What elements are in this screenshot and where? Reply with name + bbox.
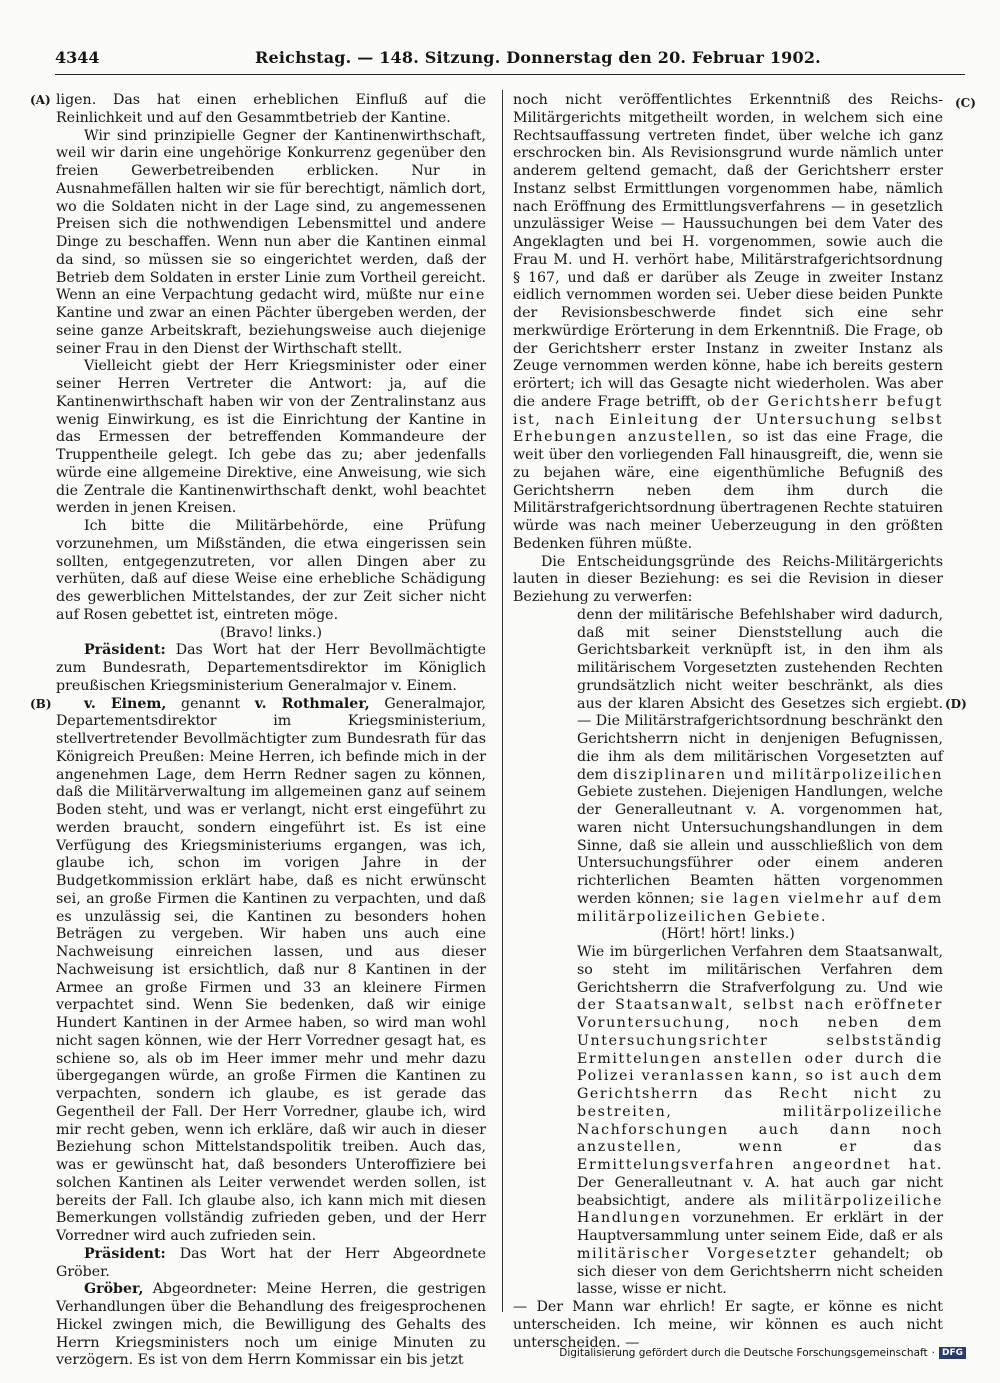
margin-mark-c: (C) [955,96,976,110]
paragraph: Präsident: Das Wort hat der Herr Bevollmächtigte zum Bundesrath, Departementsdirektor im Königlich preußischen Kriegsministerium Generalmajor v. Einem. [56,642,486,694]
speaker-name: Gröber, [84,1281,144,1298]
paragraph: Ich bitte die Militärbehörde, eine Prüfung vorzunehmen, um Mißständen, die etwa eingerissen sein sollten, entgegenzutreten, vor allen Dingen aber zu verhüten, daß auf diese Weise eine erhebliche Schädigung des gewerblichen Mittelstandes, der zur Zeit sicher nicht auf Rosen gebettet ist, eintreten möge. [56,518,486,623]
paragraph: Die Entscheidungsgründe des Reichs-Militärgerichts lauten in dieser Beziehung: es sei die Revision in dieser Beziehung zu verwerfen: [513,553,943,605]
emphasis: der Gerichtsherr befugt ist, nach Einleitung der Untersuchung selbst Erhebungen anzustellen, [513,393,943,446]
speaker-name: v. Rothmaler, [254,695,370,712]
interjection: (Bravo! links.) [219,624,323,641]
interjection: (Hört! hört! links.) [661,926,795,943]
paragraph: ligen. Das hat einen erheblichen Einfluß auf die Reinlichkeit und auf den Gesammtbetrieb der Kantine. [56,92,486,126]
emphasis: militärpolizeiliche Handlungen [577,1192,943,1227]
paragraph: Gröber, Abgeordneter: Meine Herren, die gestrigen Verhandlungen über die Behandlung des freigesprochenen Hickel zwingen mich, die Bewilligung des Gehalts des Herrn Kriegsministers noch um einige Minuten zu verzögern. Es ist von dem Herrn Kommissar ein bis jetzt [56,1281,486,1369]
footer-credit: Digitalisierung gefördert durch die Deutsche Forschungsgemeinschaft · DFG [559,1347,966,1359]
emphasis: militärischer Vorgesetzter [577,1245,818,1262]
block-quote: denn der militärische Befehlshaber wird dadurch, daß mit seiner Dienststellung auch die Gerichtsbarkeit verknüpft ist, in den ihm als militärischem Vorgesetzten zustehenden Rechten grundsätzlich nicht weiter beschränkt, als dies aus der klaren Absicht des Gesetzes sich ergiebt. — Die Militärstrafgerichtsordnung beschränkt den Gerichtsherrn nicht in denjenigen Befugnissen, die ihm als dem militärischen Vorgesetzten auf dem disziplinaren und militärpolizeilichen Gebiete zustehen. Diejenigen Handlungen, welche der Generalleutnant v. A. vorgenommen hat, waren nicht Untersuchungshandlungen in dem Sinne, daß sie allein und ausschließlich von dem Untersuchungsführer oder einem anderen richterlichen Beamten hätten vorgenommen werden können; sie lagen vielmehr auf dem militärpolizeilichen Gebiete. [577,606,943,925]
block-quote: Wie im bürgerlichen Verfahren dem Staatsanwalt, so steht im militärischen Verfahren dem Gerichtsherrn die Strafverfolgung zu. Und wie der Staatsanwalt, selbst nach eröffneter Voruntersuchung, noch neben dem Untersuchungsrichter selbstständig Ermittelungen anstellen oder durch die Polizei veranlassen kann, so ist auch dem Gerichtsherrn das Recht nicht zu bestreiten, militärpolizeiliche Nachforschungen auch dann noch anzustellen, wenn er das Ermittelungsverfahren angeordnet hat. Der Generalleutnant v. A. hat auch gar nicht beabsichtigt, andere als militärpolizeiliche Handlungen vorzunehmen. Er erklärt in der Hauptversammlung unter seinem Eide, daß er als militärischer Vorgesetzter gehandelt; ob sich dieser von dem Gerichtsherrn nicht scheiden lasse, wisse er nicht. [577,944,943,1298]
margin-mark-b: (B) [30,697,52,711]
paragraph: noch nicht veröffentlichtes Erkenntniß des Reichs-Militärgerichts mitgetheilt worden, in welchem sich eine Rechtsauffassung vertreten findet, über welche ich ganz erschrocken bin. Als Revisionsgrund wurde nämlich unter anderem geltend gemacht, daß der Gerichtsherr erster Instanz selbst Ermittlungen vorgenommen habe, nämlich nach Eröffnung des Ermittlungsverfahrens — in gesetzlich unzulässiger Weise — Haussuchungen bei dem Vater des Angeklagten und bei H. vorgenommen, sowie auch die Frau M. und H. verhört habe, Militärstrafgerichtsordnung § 167, und daß er darüber als Zeuge in zweiter Instanz eidlich vernommen worden sei. Ueber diese beiden Punkte der Revisionsbeschwerde findet sich eine sehr merkwürdige Erörterung in dem Erkenntniß. Die Frage, ob der Gerichtsherr erster Instanz in zweiter Instanz als Zeuge vernommen werden könne, habe ich bereits gestern erörtert; ich will das Gesagte nicht wiederholen. Was aber die andere Frage betrifft, ob der Gerichtsherr befugt ist, nach Einleitung der Untersuchung selbst Erhebungen anzustellen, so ist das eine Frage, die weit über den vorliegenden Fall hinausgreift, die, wenn sie zu bejahen wäre, eine eigenthümliche Befugniß des Gerichtsherrn neben dem ihm durch die Militärstrafgerichtsordnung übertragenen Rechte statuiren würde was nach meiner Ueberzeugung in den größten Bedenken führen müßte. [513,92,943,552]
paragraph: Vielleicht giebt der Herr Kriegsminister oder einer seiner Herren Vertreter die Antwort: ja, auf die Kantinenwirthschaft haben wir von der Zentralinstanz aus wenig Einwirkung, es ist die Einrichtung der Kantine in das Ermessen der betreffenden Kommandeure der Truppentheile gelegt. Ich gebe das zu; aber jedenfalls würde eine allgemeine Direktive, eine Anweisung, wie sich die Zentrale die Kantinenwirthschaft denkt, wohl beachtet werden in jenen Kreisen. [56,358,486,517]
paragraph: Wir sind prinzipielle Gegner der Kantinenwirthschaft, weil wir darin eine ungehörige Konkurrenz gegenüber den freien Gewerbetreibenden erblicken. Nur in Ausnahmefällen halten wir sie für berechtigt, nämlich dort, wo die Soldaten nicht in der Lage sind, zu angemessenen Preisen sich die nothwendigen Lebensmittel und andere Dinge zu beschaffen. Wenn nun aber die Kantinen einmal da sind, so müssen sie so eingerichtet werden, daß der Betrieb dem Soldaten in erster Linie zum Vortheil gereicht. Wenn an eine Verpachtung gedacht wird, müßte nur eine Kantine und zwar an einen Pächter übergeben werden, der seine ganze Arbeitskraft, beziehungsweise auch diejenige seiner Frau in den Dienst der Wirthschaft stellt. [56,127,486,357]
emphasis: disziplinaren und militärpolizeilichen [612,766,943,783]
paragraph: — Der Mann war ehrlich! Er sagte, er könne es nicht unterscheiden. Ich meine, wir können es auch nicht unterscheiden. — [513,1299,943,1351]
emphasis: der Staatsanwalt, selbst nach eröffneter Voruntersuchung, noch neben dem Untersuchungsrichter selbstständig Ermittelungen anstellen oder durch die Polizei veranlassen kann, so ist auch dem Gerichtsherrn das Recht nicht zu bestreiten, militärpolizeiliche Nachforschungen auch dann noch anzustellen, wenn er das Ermittelungsverfahren angeordnet hat. [577,997,943,1173]
emphasis: eine [449,287,486,304]
margin-mark-a: (A) [30,93,51,107]
footer-text: Digitalisierung gefördert durch die Deutsche Forschungsgemeinschaft [559,1347,928,1359]
column-divider [502,90,503,1312]
margin-mark-d: (D) [945,697,967,711]
speaker-name: Präsident: [84,642,166,659]
running-title: Reichstag. — 148. Sitzung. Donnerstag den 20. Februar 1902. [255,48,821,67]
paragraph: Präsident: Das Wort hat der Herr Abgeordnete Gröber. [56,1245,486,1280]
dfg-logo: DFG [939,1347,966,1359]
speaker-name: Präsident: [84,1245,166,1262]
right-column [513,92,943,1352]
paragraph: v. Einem, genannt v. Rothmaler, Generalmajor, Departementsdirektor im Kriegsministerium, stellvertretender Bevollmächtigter zum Bundesrath für das Königreich Preußen: Meine Herren, ich befinde mich in der angenehmen Lage, dem Herrn Redner sagen zu können, daß die Militärverwaltung im allgemeinen ganz auf seinem Boden steht, und was er verlangt, nicht erst eingeführt zu werden braucht, sondern eingeführt ist. Es ist eine Verfügung des Kriegsministeriums ergangen, was ich, glaube ich, schon im vorigen Jahre in der Budgetkommission erklärt habe, daß es nicht erwünscht sei, an große Firmen die Kantinen zu verpachten, und daß es unzulässig sei, die Kantinen zu besonders hohen Beträgen zu vergeben. Wir haben uns auch eine Nachweisung einreichen lassen, und aus dieser Nachweisung ist ersichtlich, daß nur 8 Kantinen in der Armee an große Firmen und 33 an kleinere Firmen verpachtet sind. Wenn Sie bedenken, daß wir einige Hundert Kantinen in der Armee haben, so wird man wohl nicht sagen können, wie der Herr Vorredner gesagt hat, es schiene so, als ob im Heer immer mehr und mehr dazu übergegangen würde, an große Firmen die Kantinen zu verpachten, sondern ich glaube, es ist gerade das Gegentheil der Fall. Der Herr Vorredner, glaube ich, wird mir recht geben, wenn ich erkläre, daß wir auch in dieser Beziehung schon Mittelstandspolitik treiben. Auch das, was er gewünscht hat, daß besonders Unteroffiziere bei solchen Kantinen als Leiter verwendet werden sollen, ist bereits der Fall. Ich glaube also, ich kann mich mit diesen Bemerkungen vollständig zufrieden geben, und der Herr Vorredner wird auch zufrieden sein. [56,695,487,1244]
left-column [56,92,486,1370]
running-header [55,48,965,75]
emphasis: sie lagen vielmehr auf dem militärpolizeilichen Gebiete. [577,890,943,925]
page-number: 4344 [55,48,100,67]
speaker-name: v. Einem, [84,695,167,712]
